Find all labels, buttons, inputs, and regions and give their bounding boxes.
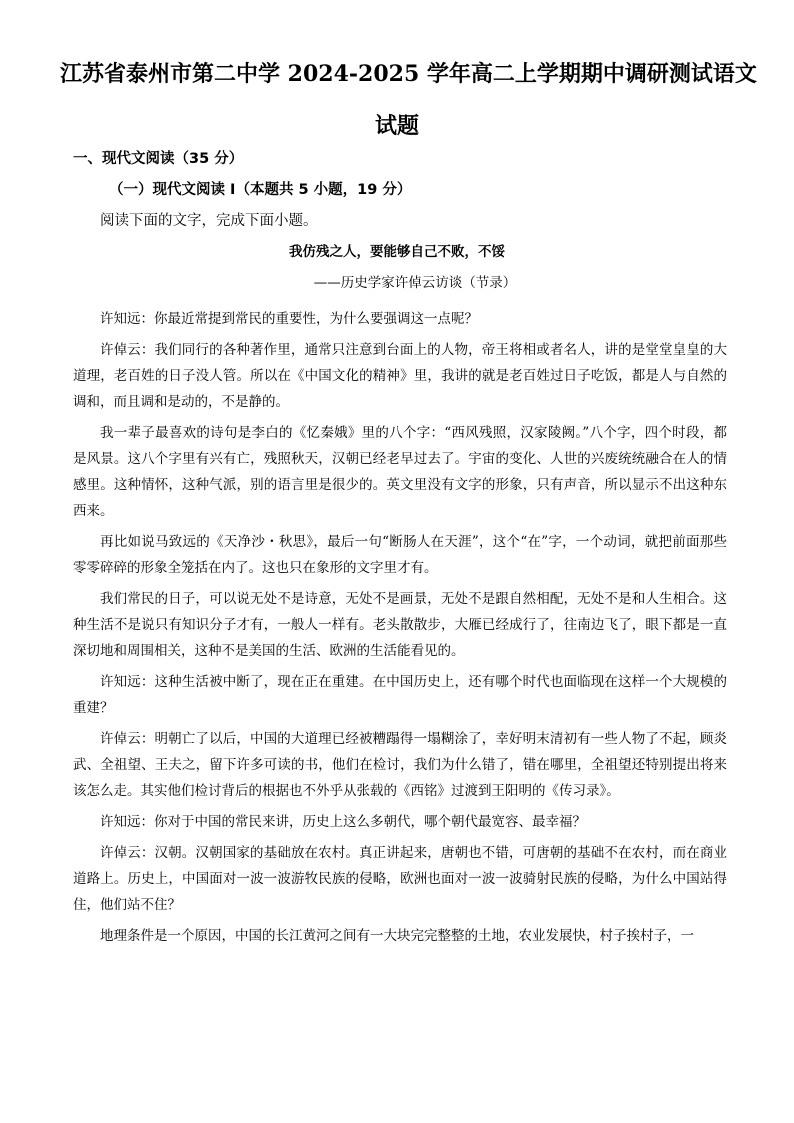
paragraph: 我们常民的日子，可以说无处不是诗意，无处不是画景，无处不是跟自然相配，无处不是和人生相合。这种生活不是说只有知识分子才有，一般人一样有。老头散散步，大雁已经成行了，往南边飞了，眼下都是一直深切地和周围相关，这种不是美国的生活、欧洲的生活能看见的。: [73, 591, 727, 659]
paragraph: 许知远：这种生活被中断了，现在正在重建。在中国历史上，还有哪个时代也面临现在这样一个大规模的重建？: [73, 674, 727, 716]
paragraph: 许倬云：明朝亡了以后，中国的大道理已经被糟蹋得一塌糊涂了，幸好明末清初有一些人物了不起，顾炎武、全祖望、王夫之，留下许多可读的书，他们在检讨，我们为什么错了，错在哪里，全祖望还特别提出将来该怎么走。其实他们检讨背后的根据也不外乎从张载的《西铭》过渡到王阳明的《传习录》。: [73, 731, 727, 799]
document-title-line-2: 试题: [374, 113, 419, 139]
paragraph: 地理条件是一个原因，中国的长江黄河之间有一大块完完整整的土地，农业发展快，村子挨村子，一: [100, 928, 694, 944]
paragraph: 许倬云：汉朝。汉朝国家的基础放在农村。真正讲起来，唐朝也不错，可唐朝的基础不在农村，而在商业道路上。历史上，中国面对一波一波游牧民族的侵略，欧洲也面对一波一波骑射民族的侵略，为什么中国站得住，他们站不住？: [73, 845, 727, 913]
article-title: 我仿残之人，要能够自己不败，不馁: [289, 244, 505, 260]
paragraph: 许知远：你对于中国的常民来讲，历史上这么多朝代，哪个朝代最宽容、最幸福？: [100, 814, 586, 830]
document-title-line-1: 江苏省泰州市第二中学 2024-2025 学年高二上学期期中调研测试语文: [60, 61, 757, 87]
subsection-heading-reading-1: （一）现代文阅读 I（本题共 5 小题，19 分）: [109, 182, 412, 198]
reading-instruction: 阅读下面的文字，完成下面小题。: [100, 213, 318, 229]
paragraph: 我一辈子最喜欢的诗句是李白的《忆秦娥》里的八个字：“西风残照，汉家陵阙。”八个字，四个时段，都是风景。这八个字里有兴有亡，残照秋天，汉朝已经老早过去了。宇宙的变化、人世的兴废统统融合在人的情感里。这种情怀，这种气派，别的语言里是很少的。英文里没有文字的形象，只有声音，所以显示不出这种东西来。: [73, 425, 727, 519]
paragraph: 再比如说马致远的《天净沙・秋思》，最后一句“断肠人在天涯”，这个“在”字，一个动词，就把前面那些零零碎碎的形象全笼括在内了。这也只在象形的文字里才有。: [73, 534, 727, 576]
article-body: [73, 306, 727, 954]
paragraph: 许倬云：我们同行的各种著作里，通常只注意到台面上的人物，帝王将相或者名人，讲的是堂堂皇皇的大道理，老百姓的日子没人管。所以在《中国文化的精神》里，我讲的就是老百姓过日子吃饭，都是人与自然的调和，而且调和是动的，不是静的。: [73, 342, 727, 410]
section-heading-modern-reading: 一、现代文阅读（35 分）: [73, 151, 244, 167]
paragraph: 许知远：你最近常提到常民的重要性，为什么要强调这一点呢？: [100, 311, 478, 327]
article-subtitle: ——历史学家许倬云访谈（节录）: [313, 275, 517, 291]
